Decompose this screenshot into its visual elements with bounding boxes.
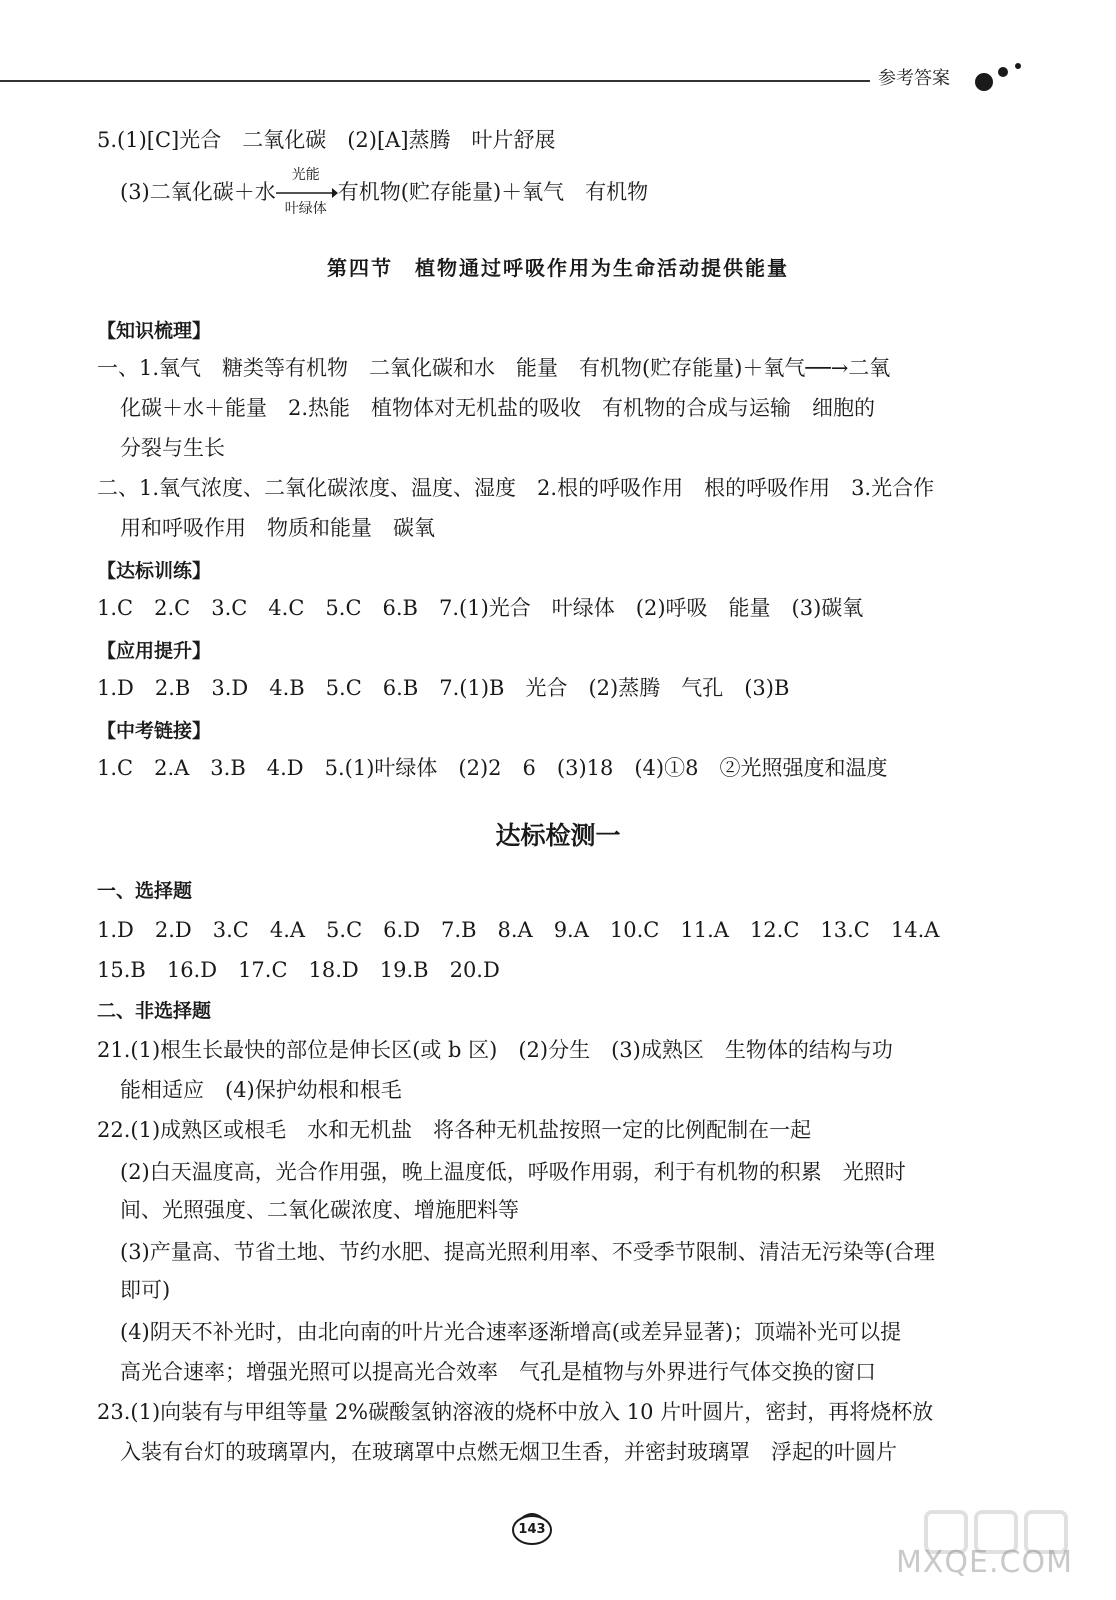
knowledge-line: 一、1.氧气 糖类等有机物 二氧化碳和水 能量 有机物(贮存能量)＋氧气──→二氧 xyxy=(97,356,891,380)
training-answers: 1.C 2.C 3.C 4.C 5.C 6.B 7.(1)光合 叶绿体 (2)呼吸 能量 (3)碳氧 xyxy=(97,596,864,620)
reaction-arrow xyxy=(276,166,338,217)
q22-line: (2)白天温度高，光合作用强，晚上温度低，呼吸作用弱，利于有机物的积累 光照时 xyxy=(120,1160,906,1184)
exam-answers: 1.C 2.A 3.B 4.D 5.(1)叶绿体 (2)2 6 (3)18 (4)①8 ②光照强度和温度 xyxy=(97,756,888,780)
exam-heading: 【中考链接】 xyxy=(97,720,212,742)
q5-line2 xyxy=(120,166,649,217)
knowledge-line: 用和呼吸作用 物质和能量 碳氧 xyxy=(120,516,435,540)
choice-heading: 一、选择题 xyxy=(97,880,193,902)
q5-line1: 5.(1)[C]光合 二氧化碳 (2)[A]蒸腾 叶片舒展 xyxy=(97,128,556,152)
application-answers: 1.D 2.B 3.D 4.B 5.C 6.B 7.(1)B 光合 (2)蒸腾 气孔 (3)B xyxy=(97,676,790,700)
training-heading: 【达标训练】 xyxy=(97,560,212,582)
q5-line2-pre: (3)二氧化碳＋水 xyxy=(120,180,276,204)
q22-line: (3)产量高、节省土地、节约水肥、提高光照利用率、不受季节限制、清洁无污染等(合理 xyxy=(120,1240,935,1264)
arrow-top-label: 光能 xyxy=(291,166,320,183)
q22-line: 高光合速率；增强光照可以提高光合效率 气孔是植物与外界进行气体交换的窗口 xyxy=(120,1360,876,1384)
choice-answers: 15.B 16.D 17.C 18.D 19.B 20.D xyxy=(97,958,500,982)
header-rule xyxy=(0,80,870,82)
knowledge-line: 分裂与生长 xyxy=(120,436,225,460)
watermark-text: MXQE.COM xyxy=(896,1545,1073,1580)
page-number: 143 xyxy=(518,1522,546,1537)
q5-line2-post: 有机物(贮存能量)＋氧气 有机物 xyxy=(337,180,649,204)
application-heading: 【应用提升】 xyxy=(97,640,212,662)
q23-line: 入装有台灯的玻璃罩内，在玻璃罩中点燃无烟卫生香，并密封玻璃罩 浮起的叶圆片 xyxy=(120,1440,897,1464)
q22-line: (4)阴天不补光时，由北向南的叶片光合速率逐渐增高(或差异显著)；顶端补光可以提 xyxy=(120,1320,902,1344)
q22-line: 间、光照强度、二氧化碳浓度、增施肥料等 xyxy=(120,1198,519,1222)
test-title: 达标检测一 xyxy=(495,821,621,850)
q23-line: 23.(1)向装有与甲组等量 2%碳酸氢钠溶液的烧杯中放入 10 片叶圆片，密封，再将烧杯放 xyxy=(97,1400,934,1424)
q22-line: 即可) xyxy=(120,1278,171,1302)
arrow-bottom-label: 叶绿体 xyxy=(284,200,327,217)
q21-line: 能相适应 (4)保护幼根和根毛 xyxy=(120,1078,402,1102)
decorative-dots-icon xyxy=(972,56,1042,96)
q21-line: 21.(1)根生长最快的部位是伸长区(或 b 区) (2)分生 (3)成熟区 生物体的结构与功 xyxy=(97,1038,893,1062)
knowledge-line: 二、1.氧气浓度、二氧化碳浓度、温度、湿度 2.根的呼吸作用 根的呼吸作用 3.光合作 xyxy=(97,476,935,500)
header-label: 参考答案 xyxy=(878,68,950,89)
nonchoice-heading: 二、非选择题 xyxy=(97,1000,212,1022)
section-title: 第四节 植物通过呼吸作用为生命活动提供能量 xyxy=(327,256,789,280)
knowledge-line: 化碳＋水＋能量 2.热能 植物体对无机盐的吸收 有机物的合成与运输 细胞的 xyxy=(120,396,876,420)
q22-line: 22.(1)成熟区或根毛 水和无机盐 将各种无机盐按照一定的比例配制在一起 xyxy=(97,1118,812,1142)
choice-answers: 1.D 2.D 3.C 4.A 5.C 6.D 7.B 8.A 9.A 10.C 11.A 12.C 13.C 14.A xyxy=(97,918,940,942)
knowledge-heading: 【知识梳理】 xyxy=(97,320,212,342)
